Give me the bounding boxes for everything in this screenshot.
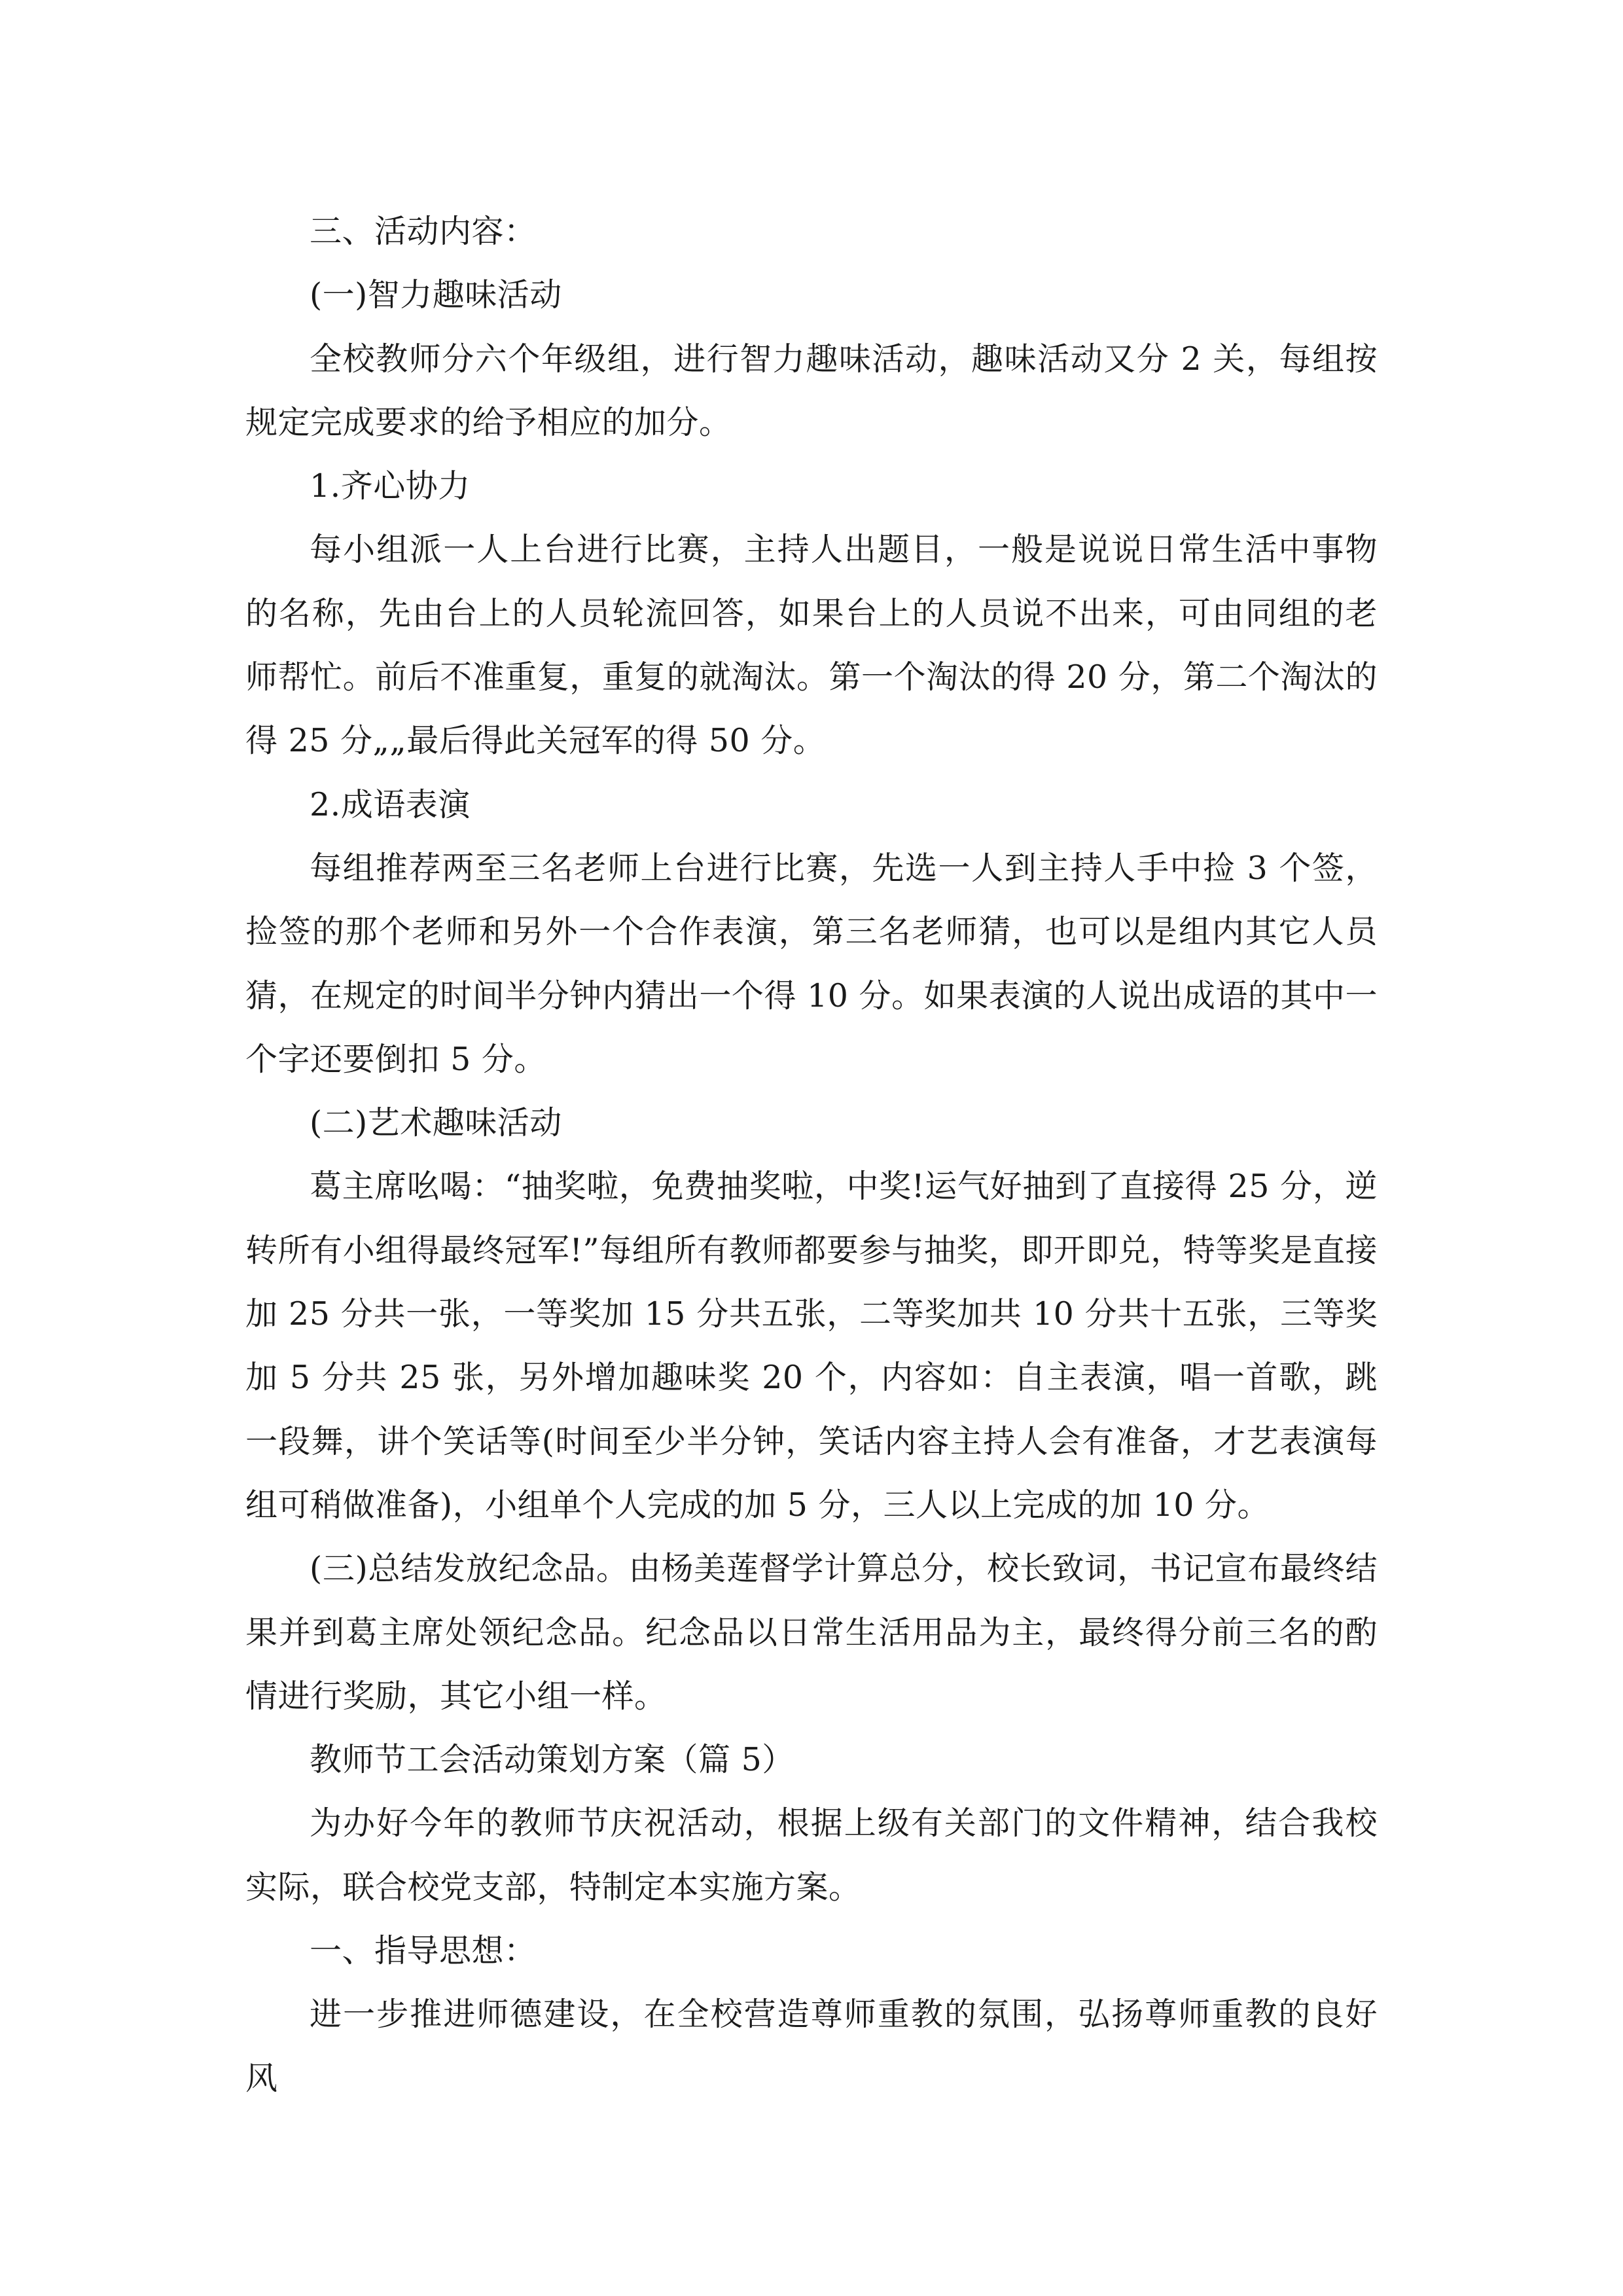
item-heading-idiom-performance: 2.成语表演 bbox=[310, 785, 471, 823]
body-paragraph: 进一步推进师德建设，在全校营造尊师重教的氛围，弘扬尊师重教的良好风 bbox=[245, 1996, 1378, 2097]
body-paragraph: (三)总结发放纪念品。由杨美莲督学计算总分，校长致词，书记宣布最终结果并到葛主席处领纪念品。纪念品以日常生活用品为主，最终得分前三名的酌情进行奖励，其它小组一样。 bbox=[245, 1550, 1378, 1715]
body-paragraph: 每组推荐两至三名老师上台进行比赛，先选一人到主持人手中捡 3 个签，捡签的那个老师和另外一个合作表演，第三名老师猜，也可以是组内其它人员猜，在规定的时间半分钟内猜出一个得 10 分。如果表演的人说出成语的其中一个字还要倒扣 5 分。 bbox=[245, 849, 1378, 1078]
body-paragraph: 全校教师分六个年级组，进行智力趣味活动，趣味活动又分 2 关，每组按规定完成要求的给予相应的加分。 bbox=[245, 340, 1378, 441]
body-paragraph: 每小组派一人上台进行比赛，主持人出题目，一般是说说日常生活中事物的名称，先由台上的人员轮流回答，如果台上的人员说不出来，可由同组的老师帮忙。前后不准重复，重复的就淘汰。第一个淘汰的得 20 分，第二个淘汰的得 25 分„„最后得此关冠军的得 50 分。 bbox=[245, 531, 1378, 760]
section-heading-guiding-ideology: 一、指导思想： bbox=[310, 1932, 537, 1970]
section-heading-activity-content: 三、活动内容： bbox=[310, 213, 537, 250]
article-title: 教师节工会活动策划方案（篇 5） bbox=[310, 1741, 794, 1779]
body-paragraph: 为办好今年的教师节庆祝活动，根据上级有关部门的文件精神，结合我校实际，联合校党支部，特制定本实施方案。 bbox=[245, 1804, 1378, 1906]
body-paragraph: 葛主席吆喝：“抽奖啦，免费抽奖啦，中奖!运气好抽到了直接得 25 分，逆转所有小组得最终冠军!”每组所有教师都要参与抽奖，即开即兑，特等奖是直接加 25 分共一张，一等奖加 15 分共五张，二等奖加共 10 分共十五张，三等奖加 5 分共 25 张，另外增加趣味奖 20 个，内容如：自主表演，唱一首歌，跳一段舞，讲个笑话等(时间至少半分钟，笑话内容主持人会有准备，才艺表演每组可稍做准备)，小组单个人完成的加 5 分，三人以上完成的加 10 分。 bbox=[245, 1168, 1378, 1524]
item-heading-teamwork: 1.齐心协力 bbox=[310, 467, 471, 505]
document-body bbox=[245, 200, 1378, 2110]
subsection-heading-art-activity: (二)艺术趣味活动 bbox=[310, 1104, 562, 1142]
subsection-heading-intellectual-activity: (一)智力趣味活动 bbox=[310, 276, 562, 314]
